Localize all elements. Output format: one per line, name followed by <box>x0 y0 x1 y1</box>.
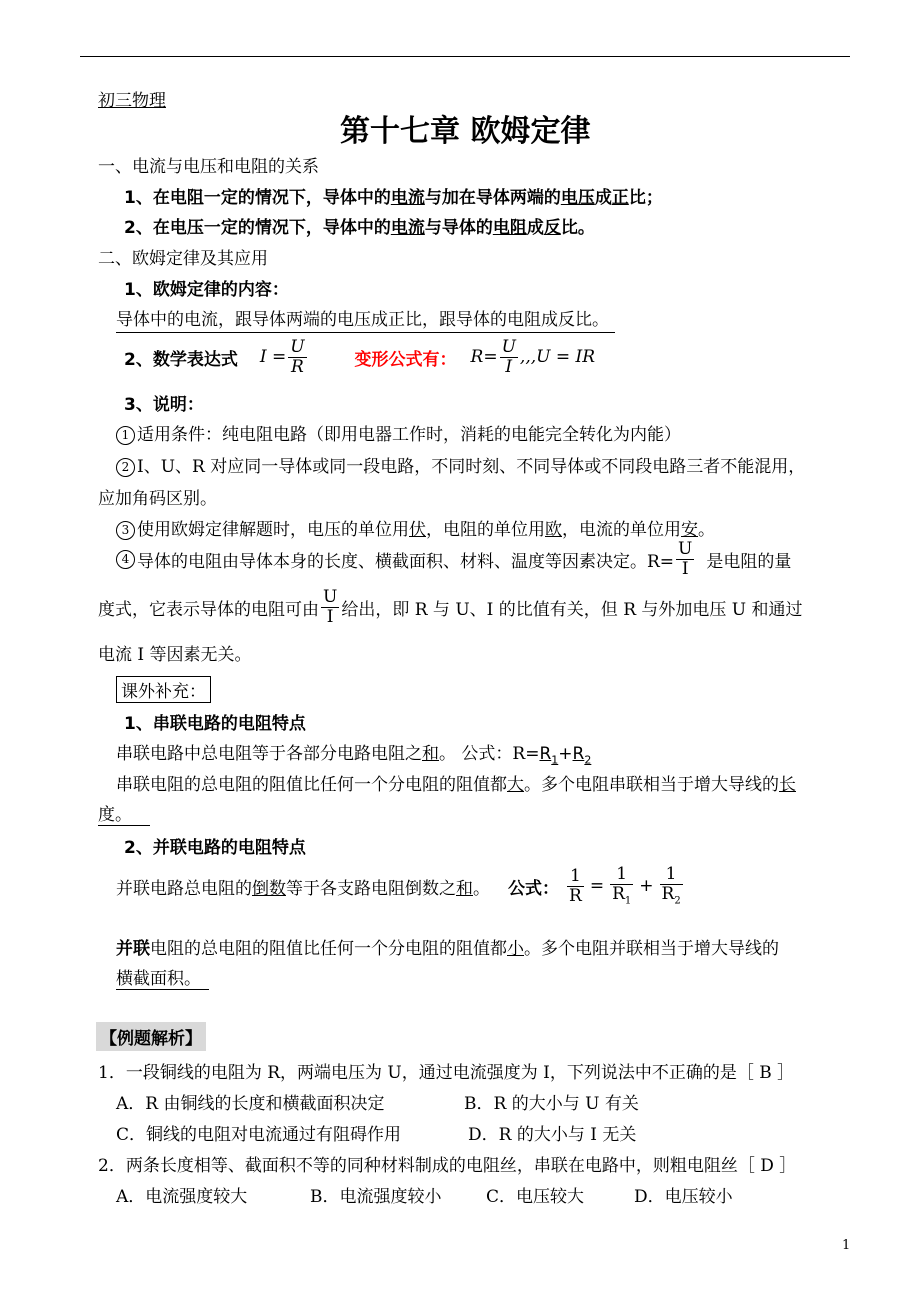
note3-b: 伏 <box>409 520 426 540</box>
formula-lhs: I = <box>259 347 287 367</box>
note2-line2: 应加角码区别。 <box>98 489 217 509</box>
series-l2c: 。多个电阻串联相当于增大导线的 <box>524 775 779 795</box>
pf3-num: 1 <box>660 865 683 885</box>
s1i2-c: 与导体的 <box>424 218 493 238</box>
parallel-l2d: 。多个电阻并联相当于增大导线的 <box>524 939 779 959</box>
s1i1-b: 电流 <box>390 188 425 208</box>
parallel-l2b: 电阻的总电阻的阻值比任何一个分电阻的阻值都 <box>150 939 507 959</box>
q2-option-b: B．电流强度较小 <box>310 1187 442 1207</box>
variant-fraction <box>500 338 518 376</box>
s1i2-g: 比。 <box>560 218 595 238</box>
section2-sub3: 3、说明： <box>124 395 204 415</box>
note4-line3: 电流 I 等因素无关。 <box>98 645 252 665</box>
section2-sub1: 1、欧姆定律的内容： <box>124 280 289 300</box>
parallel-l2c: 小 <box>507 939 524 959</box>
header-rule <box>80 56 850 57</box>
note3-a: 使用欧姆定律解题时，电压的单位用 <box>137 520 409 540</box>
note3-e: ，电流的单位用 <box>562 520 681 540</box>
variant-num: U <box>501 336 516 357</box>
series-l2b: 大 <box>507 775 524 795</box>
parallel-l1d: 和 <box>456 878 473 899</box>
series-l1a: 串联电路中总电阻等于各部分电路电阻之 <box>116 744 422 764</box>
q1-option-b: B．R 的大小与 U 有关 <box>464 1094 639 1114</box>
s1i2-d: 电阻 <box>492 218 527 238</box>
note3-d: 欧 <box>545 520 562 540</box>
s1i2-a: 2、在电压一定的情况下，导体中的 <box>124 218 391 238</box>
formula-num: U <box>290 336 305 357</box>
variant-label: 变形公式有： <box>354 349 457 370</box>
note4-den: I <box>681 558 689 579</box>
q2-option-c: C．电压较大 <box>486 1187 585 1207</box>
note4-line2 <box>98 584 803 630</box>
page-title: 第十七章 欧姆定律 <box>340 114 591 149</box>
s1i1-e: 成 <box>594 188 612 208</box>
formula-fraction <box>288 338 306 376</box>
pf2-num: 1 <box>610 865 633 885</box>
q2-option-a: A．电流强度较大 <box>116 1187 248 1207</box>
ohms-law-text: 导体中的电流，跟导体两端的电压成正比，跟导体的电阻成反比。 <box>116 310 615 333</box>
series-r2: R <box>572 744 585 764</box>
formula-row <box>124 334 595 380</box>
s1i1-a: 1、在电阻一定的情况下，导体中的 <box>124 188 391 208</box>
page-number: 1 <box>842 1238 851 1253</box>
parallel-l1a: 并联电路总电阻的 <box>116 878 252 899</box>
note4-line1 <box>116 536 791 582</box>
parallel-line1 <box>116 860 685 912</box>
note3-g: 。 <box>698 520 715 540</box>
section1-heading: 一、电流与电压和电阻的关系 <box>98 157 319 177</box>
note4-d: 给出，即 R 与 U、I 的比值有关，但 R 与外加电压 U 和通过 <box>341 599 803 620</box>
series-l1b: 和 <box>422 744 439 764</box>
pf1-den: R <box>569 885 582 906</box>
q2-stem: 2．两条长度相等、截面积不等的同种材料制成的电阻丝，串联在电路中，则粗电阻丝［ D ］ <box>98 1156 797 1176</box>
q2-option-d: D．电压较小 <box>634 1187 733 1207</box>
circled-number-2: 2 <box>116 458 135 477</box>
pf3-sub: 2 <box>674 895 681 907</box>
note4-fraction <box>676 540 694 578</box>
variant-lhs: R= <box>470 347 498 367</box>
pf1-num: 1 <box>567 867 584 887</box>
note3-c: ，电阻的单位用 <box>426 520 545 540</box>
series-line2 <box>116 770 796 795</box>
circled-number-1: 1 <box>116 426 135 445</box>
ohms-law-content <box>116 305 615 330</box>
note4-num2: U <box>323 586 338 607</box>
pf2-den-wrap <box>610 885 633 906</box>
s1i2-b: 电流 <box>390 218 425 238</box>
formula-den: R <box>290 356 304 377</box>
circled-number-4: 4 <box>116 550 135 569</box>
section1-item2 <box>124 213 595 238</box>
note4-fraction2 <box>321 588 339 626</box>
s1i2-f: 反 <box>543 218 561 238</box>
q1-stem: 1．一段铜线的电阻为 R，两端电压为 U，通过电流强度为 I，下列说法中不正确的是［ B ］ <box>98 1063 795 1083</box>
pf2-den: R <box>612 884 625 905</box>
variant-rest: ,,,U = IR <box>519 347 596 367</box>
parallel-formula-label: 公式： <box>508 878 559 899</box>
section1-item1 <box>124 183 663 208</box>
pf3-den-wrap <box>660 885 683 906</box>
series-heading: 1、串联电路的电阻特点 <box>124 714 306 734</box>
series-l3: 度。 <box>98 805 150 826</box>
q1-option-c: C．铜线的电阻对电流通过有阻碍作用 <box>116 1125 402 1145</box>
note4-b: 是电阻的量 <box>706 551 792 572</box>
parallel-l2a: 并联 <box>116 939 150 959</box>
pf3-den: R <box>661 884 675 905</box>
q1-option-a: A．R 由铜线的长度和横截面积决定 <box>116 1094 385 1114</box>
parallel-line2 <box>116 934 779 959</box>
extra-label: 课外补充： <box>116 676 211 703</box>
note3-f: 安 <box>681 520 698 540</box>
parallel-plus: + <box>639 876 654 896</box>
section2-sub2: 2、数学表达式 <box>124 349 238 370</box>
note2-line1: I、U、R 对应同一导体或同一段电路，不同时刻、不同导体或不同段电路三者不能混用， <box>137 457 806 477</box>
s1i1-f: 正 <box>611 188 629 208</box>
pf2-sub: 1 <box>624 895 632 907</box>
note1 <box>116 420 681 445</box>
note4-a: 导体的电阻由导体本身的长度、横截面积、材料、温度等因素决定。R= <box>137 551 675 572</box>
note2 <box>116 452 805 477</box>
series-r1: R <box>539 744 552 764</box>
note4-num: U <box>678 538 693 559</box>
parallel-l3: 横截面积。 <box>116 969 209 990</box>
s1i1-d: 电压 <box>560 188 595 208</box>
parallel-line3 <box>116 964 209 989</box>
parallel-l1e: 。 <box>473 878 490 899</box>
parallel-heading: 2、并联电路的电阻特点 <box>124 838 306 858</box>
series-line1 <box>116 739 591 766</box>
series-l2d: 长 <box>779 775 796 795</box>
subject-label: 初三物理 <box>98 91 166 111</box>
note1-text: 适用条件：纯电阻电路（即用电器工作时，消耗的电能完全转化为内能） <box>137 425 681 445</box>
examples-label: 【例题解析】 <box>96 1022 206 1051</box>
s1i2-e: 成 <box>526 218 544 238</box>
series-l2a: 串联电阻的总电阻的阻值比任何一个分电阻的阻值都 <box>116 775 507 795</box>
s1i1-c: 与加在导体两端的 <box>424 188 561 208</box>
s1i1-g: 比； <box>628 188 663 208</box>
series-r2-sub: 2 <box>584 753 592 767</box>
parallel-l1b: 倒数 <box>252 878 286 899</box>
parallel-eq: = <box>589 876 605 896</box>
section2-heading: 二、欧姆定律及其应用 <box>98 249 268 269</box>
parallel-l1c: 等于各支路电阻倒数之 <box>286 878 456 899</box>
circled-number-3: 3 <box>116 521 135 540</box>
q1-option-d: D．R 的大小与 I 无关 <box>468 1125 637 1145</box>
parallel-frac3 <box>660 865 683 906</box>
variant-den: I <box>505 356 513 377</box>
series-r1-sub: 1 <box>551 753 559 767</box>
series-plus: + <box>558 744 573 764</box>
parallel-frac2 <box>610 865 633 906</box>
series-l1c: 。 公式：R= <box>439 744 540 764</box>
note4-den2: I <box>326 606 334 627</box>
note4-c: 度式，它表示导体的电阻可由 <box>98 599 319 620</box>
series-line3 <box>98 800 150 825</box>
parallel-frac1 <box>567 867 584 905</box>
